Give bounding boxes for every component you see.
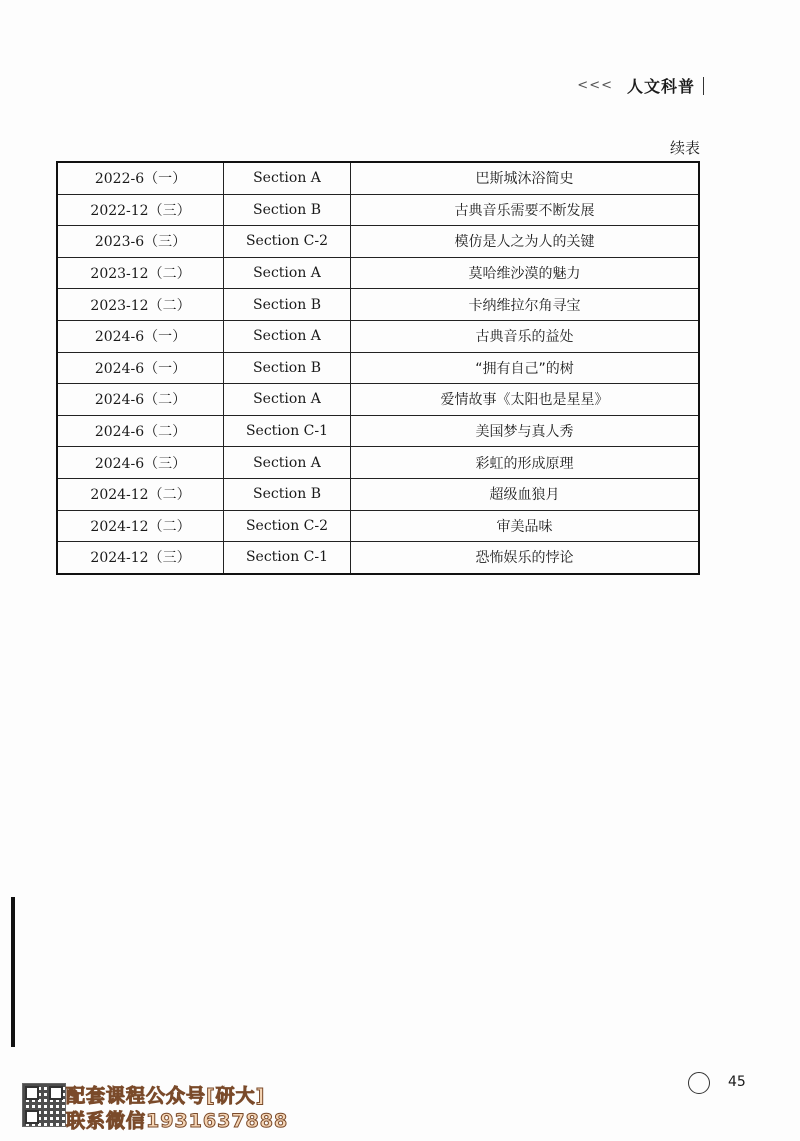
cell-topic: 古典音乐的益处 (351, 320, 700, 352)
cell-section: Section C-1 (224, 415, 351, 447)
table-row (57, 226, 699, 258)
watermark-line-1: 配套课程公众号[研大] (66, 1085, 266, 1107)
cell-date: 2024-6（二） (57, 384, 224, 416)
table-row (57, 352, 699, 384)
page-number: 45 (728, 1074, 746, 1090)
table-row (57, 415, 699, 447)
header-divider (703, 77, 704, 95)
table-row (57, 478, 699, 510)
table-row (57, 384, 699, 416)
cell-date: 2024-6（一） (57, 352, 224, 384)
table-row (57, 257, 699, 289)
cell-section: Section A (224, 384, 351, 416)
running-header (577, 74, 704, 97)
cell-section: Section C-1 (224, 542, 351, 574)
table-row (57, 289, 699, 321)
topics-table (56, 161, 700, 575)
cell-date: 2024-6（三） (57, 447, 224, 479)
cell-topic: 美国梦与真人秀 (351, 415, 700, 447)
page-number-circle (688, 1072, 710, 1094)
cell-section: Section A (224, 162, 351, 194)
cell-topic: 模仿是人之为人的关键 (351, 226, 700, 258)
cell-section: Section B (224, 194, 351, 226)
cell-topic: 莫哈维沙漠的魅力 (351, 257, 700, 289)
cell-date: 2023-6（三） (57, 226, 224, 258)
cell-section: Section B (224, 352, 351, 384)
cell-topic: 彩虹的形成原理 (351, 447, 700, 479)
qr-finder (49, 1086, 63, 1100)
table-row (57, 320, 699, 352)
cell-topic: 卡纳维拉尔角寻宝 (351, 289, 700, 321)
cell-topic: 超级血狼月 (351, 478, 700, 510)
cell-topic: 巴斯城沐浴简史 (351, 162, 700, 194)
watermark-line-2: 联系微信1931637888 (66, 1110, 289, 1132)
cell-topic: 爱情故事《太阳也是星星》 (351, 384, 700, 416)
cell-section: Section A (224, 447, 351, 479)
cell-section: Section B (224, 478, 351, 510)
table-row (57, 194, 699, 226)
cell-date: 2023-12（二） (57, 289, 224, 321)
header-title: 人文科普 (626, 77, 695, 96)
cell-section: Section A (224, 257, 351, 289)
page-edge-rule (11, 897, 15, 1047)
cell-section: Section B (224, 289, 351, 321)
cell-date: 2022-12（三） (57, 194, 224, 226)
cell-date: 2024-12（二） (57, 510, 224, 542)
table-row (57, 510, 699, 542)
cell-section: Section C-2 (224, 510, 351, 542)
table-row (57, 162, 699, 194)
cell-date: 2022-6（一） (57, 162, 224, 194)
cell-topic: 古典音乐需要不断发展 (351, 194, 700, 226)
table-row (57, 447, 699, 479)
qr-finder (25, 1086, 39, 1100)
qr-code-icon (22, 1083, 66, 1127)
cell-date: 2023-12（二） (57, 257, 224, 289)
cell-date: 2024-6（一） (57, 320, 224, 352)
table-body (57, 162, 699, 574)
cell-topic: “拥有自己”的树 (351, 352, 700, 384)
table-row (57, 542, 699, 574)
cell-topic: 恐怖娱乐的悖论 (351, 542, 700, 574)
cell-date: 2024-6（二） (57, 415, 224, 447)
qr-finder (25, 1110, 39, 1124)
cell-date: 2024-12（二） (57, 478, 224, 510)
cell-date: 2024-12（三） (57, 542, 224, 574)
cell-section: Section A (224, 320, 351, 352)
continued-label: 续表 (669, 139, 700, 157)
cell-topic: 审美品味 (351, 510, 700, 542)
header-chevrons: <<< (577, 78, 613, 93)
cell-section: Section C-2 (224, 226, 351, 258)
